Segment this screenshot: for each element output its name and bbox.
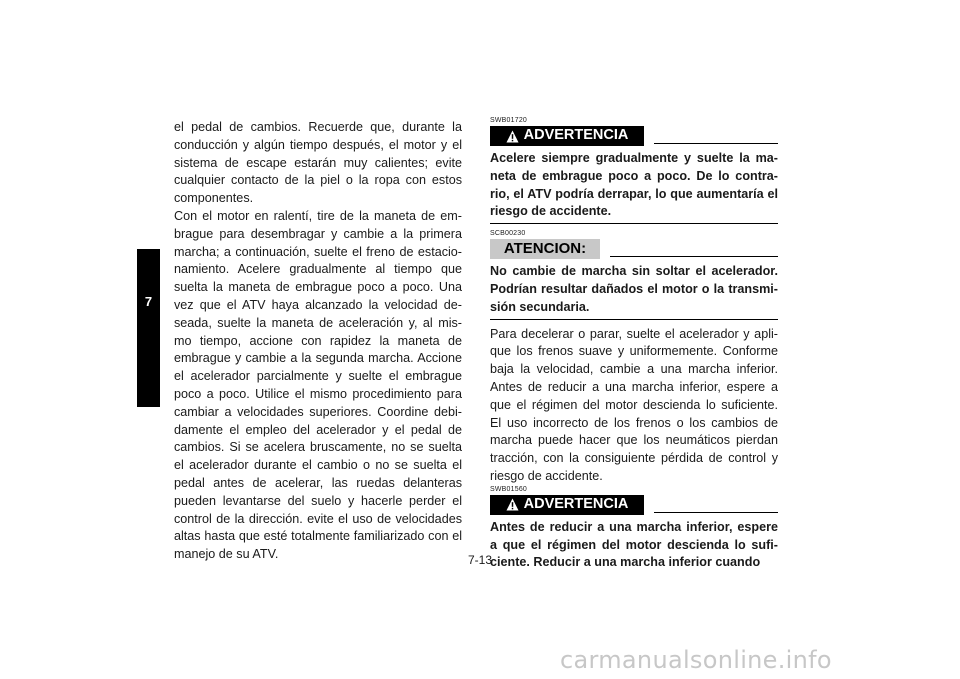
header-rule <box>610 256 778 257</box>
watermark: carmanualsonline.info <box>560 646 832 674</box>
warning-header <box>490 126 778 146</box>
caution-badge <box>490 239 600 259</box>
chapter-tab <box>137 249 160 407</box>
warning-code: SWB01560 <box>490 485 528 493</box>
body-paragraph: el pedal de cambios. Recuerde que, durante la conducción y algún tiempo después, el motor y el sistema de escape estarán muy calientes; evite cualquier contacto de la piel o la ropa con estos componentes. <box>174 120 462 206</box>
right-column <box>490 117 778 572</box>
warning-code: SWB01720 <box>490 117 528 124</box>
chapter-number: 7 <box>144 294 153 309</box>
warning-badge <box>490 126 644 146</box>
warning-badge <box>490 495 644 515</box>
caution-label: ATENCION: <box>503 240 587 258</box>
warning-label: ADVERTENCIA <box>523 495 629 512</box>
divider <box>490 319 778 320</box>
divider <box>490 223 778 224</box>
header-rule <box>654 143 778 144</box>
caution-text: No cambie de marcha sin soltar el acelerador. Podrían resultar dañados el motor o la transmi-sión secundaria. <box>490 264 778 314</box>
left-column <box>174 119 462 564</box>
warning-header <box>490 495 778 515</box>
page-number: 7-13 <box>467 553 493 567</box>
caution-header <box>490 239 778 259</box>
caution-code: SCB00230 <box>490 230 526 238</box>
warning-triangle-icon <box>506 498 519 511</box>
body-paragraph: Con el motor en ralentí, tire de la maneta de em-brague para desembragar y cambie a la primera marcha; a continuación, suelte el freno de estacio-namiento. Acelere gradualmente al tiempo que suelta la maneta de embrague poco a poco. Una vez que el ATV haya alcanzado la velocidad de-seada, suelte la maneta de aceleración y, al mis-mo tiempo, accione con rapidez la maneta de embrague y cambie a la segunda marcha. Accione el acelerador parcialmente y suelte el embrague poco a poco. Utilice el mismo procedimiento para cambiar a velocidades superiores. Coordine debi-damente el empleo del acelerador y el pedal de cambios. Si se acelera bruscamente, no se suelta el acelerador durante el cambio o no se suelta el pedal antes de acelerar, las ruedas delanteras pueden levantarse del suelo y hacerle perder el control de la dirección. evite el uso de velocidades altas hasta que esté totalmente familiarizado con el manejo de su ATV. <box>174 208 462 562</box>
warning-label: ADVERTENCIA <box>523 127 629 144</box>
warning-text: Antes de reducir a una marcha inferior, espere a que el régimen del motor descienda lo sufi-ciente. Reducir a una marcha inferior cuando <box>490 519 778 570</box>
header-rule <box>654 512 778 513</box>
warning-text: Acelere siempre gradualmente y suelte la ma-neta de embrague poco a poco. De lo contra-rio, el ATV podría derrapar, lo que aumentaría el riesgo de accidente. <box>490 151 778 219</box>
warning-triangle-icon <box>506 130 519 143</box>
body-paragraph: Para decelerar o parar, suelte el acelerador y apli-que los frenos suave y uniformemente. Conforme baja la velocidad, cambie a una marcha inferior. Antes de reducir a una marcha inferior, espere a que el régimen del motor descienda lo suficiente. El uso incorrecto de los frenos o los cambios de marcha puede hacer que los neumáticos pierdan tracción, con la consiguiente pérdida de control y riesgo de accidente. <box>490 326 778 483</box>
